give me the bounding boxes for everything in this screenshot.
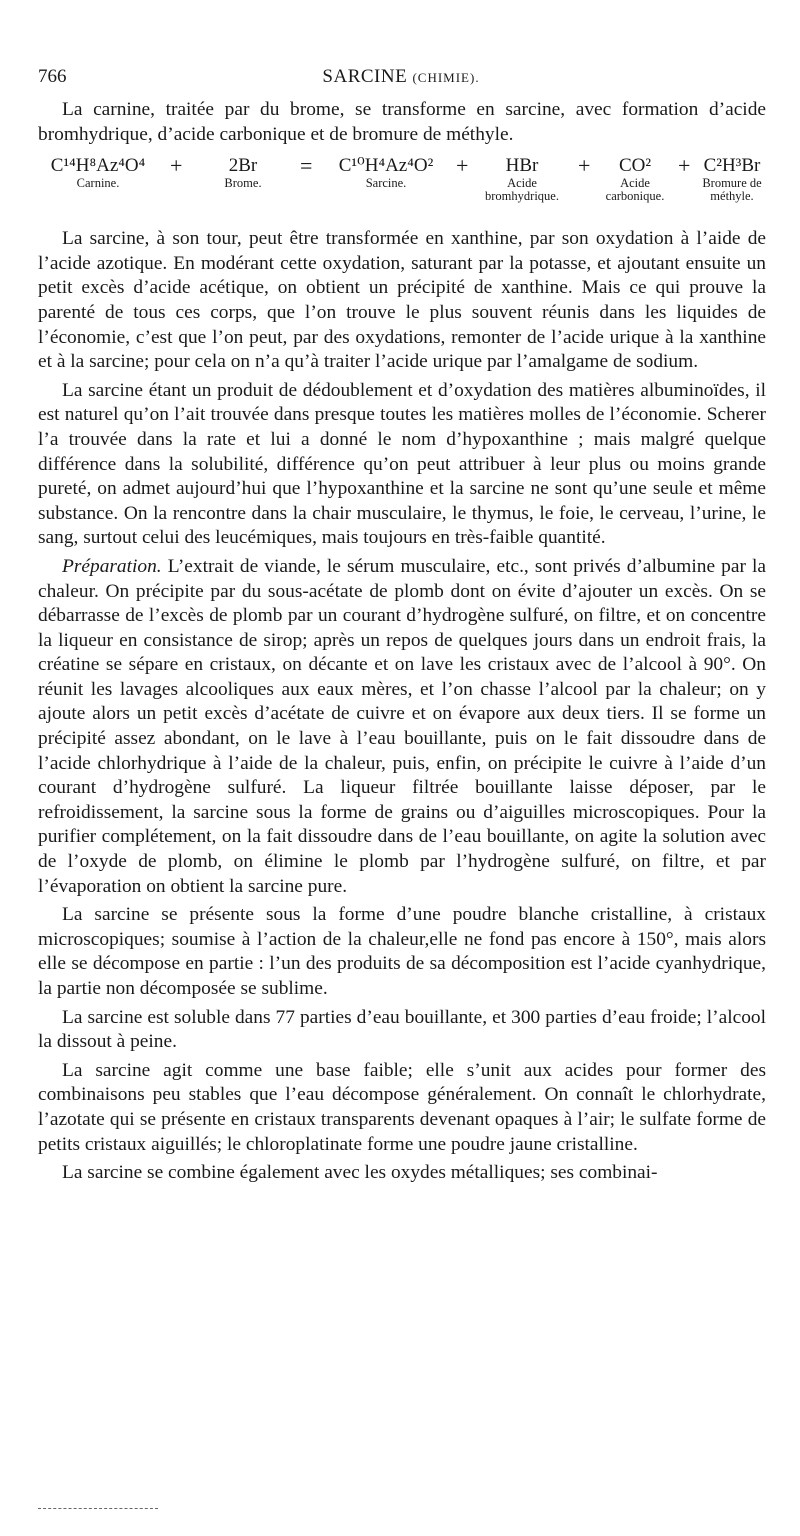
- plus-sign: +: [678, 153, 691, 179]
- running-title: [38, 66, 764, 88]
- plus-sign: +: [456, 153, 469, 179]
- paragraph: La sarcine étant un produit de dédoublement et d’oxydation des matières albuminoïdes, il est naturel qu’on l’ait trouvée dans presque toutes les matières molles de l’économie. Scherer l’a trouvée dans la rate et lui a donné le nom d’hypoxanthine ; mais malgré quelque différence dans la solubilité, différence qu’on peut attribuer à leur plus ou moins grande pureté, on admet aujourd’hui que l’hypoxanthine et la sarcine ne sont qu’une seule et même substance. On la rencontre dans la chair musculaire, le thymus, le foie, le cerveau, l’urine, le sang, surtout celui des leucémiques, mais toujours en très-faible quantité.: [38, 379, 766, 549]
- running-title-main: SARCINE: [322, 66, 408, 87]
- section-label: Préparation.: [62, 555, 162, 577]
- equation-term-hbr: [474, 155, 570, 203]
- formula: C²H³Br: [703, 155, 761, 177]
- equation-term-sarcine: [326, 155, 446, 190]
- formula-label: Bromure de méthyle.: [702, 176, 762, 204]
- paragraph: La carnine, traitée par du brome, se transforme en sarcine, avec formation d’acide bromhydrique, d’acide carbonique et de bromure de méthyle.: [38, 99, 766, 145]
- equation-term-brome: [198, 155, 288, 190]
- equals-sign: =: [300, 153, 313, 179]
- paragraph: La sarcine se combine également avec les oxydes métalliques; ses combinai-: [62, 1162, 658, 1184]
- formula: 2Br: [228, 155, 258, 177]
- formula-label: Carnine.: [76, 176, 120, 191]
- paragraph: La sarcine, à son tour, peut être transformée en xanthine, par son oxydation à l’aide de l’acide azotique. En modérant cette oxydation, saturant par la potasse, et ajoutant ensuite un petit excès d’acide acétique, on obtient un précipité de xanthine. Mais ce qui prouve la parenté de tous ces corps, que l’on trouve le plus souvent réunis dans les liquides de l’économie, c’est que l’on peut, par des oxydations, remonter de l’acide urique à la xanthine et à la sarcine; pour cela on n’a qu’à traiter l’acide urique par l’amalgame de sodium.: [38, 228, 766, 373]
- page-number: 766: [38, 66, 67, 87]
- paragraph: La sarcine est soluble dans 77 parties d’eau bouillante, et 300 parties d’eau froide; l’alcool la dissout à peine.: [38, 1006, 766, 1053]
- running-title-sub: (CHIMIE).: [412, 70, 480, 85]
- formula: C¹⁰H⁴Az⁴O²: [338, 155, 434, 177]
- paragraph: La sarcine agit comme une base faible; elle s’unit aux acides pour former des combinaisons peu stables que l’eau décompose généralement. On connaît le chlorhydrate, l’azotate qui se présente en cristaux transparents devenant opaques à l’air; le sulfate forme de petits cristaux aiguillés; le chloroplatinate forme une poudre jaune cristalline.: [38, 1059, 766, 1155]
- formula-label: Acide bromhydrique.: [485, 176, 559, 204]
- chemical-equation: [38, 155, 766, 219]
- formula-label: Acide carbonique.: [605, 176, 665, 204]
- paragraph-text: L’extrait de viande, le sérum musculaire, etc., sont privés d’albumine par la chaleur. On précipite par du sous-acétate de plomb dont on évite d’ajouter un excès. On se débarrasse de l’excès de plomb par un courant d’hydrogène sulfuré, on filtre, et on concentre la liqueur en consistance de sirop; après un repos de quelques jours dans un endroit frais, la créatine se sépare en cristaux, on décante et on lave les cristaux avec de l’alcool à 90°. On réunit les lavages alcooliques aux eaux mères, et l’on chasse l’alcool par la chaleur; on y ajoute alors un petit excès d’acétate de cuivre et on évapore aux deux tiers. Il se forme un précipité assez abondant, on le lave à l’eau bouillante, puis on le fait dissoudre dans de l’acide chlorhydrique à l’aide de la chaleur, puis, enfin, on précipite le cuivre à l’aide d’un courant d’hydrogène sulfuré. La liqueur filtrée bouillante laisse déposer, par le refroidissement, la sarcine sous la forme de grains ou d’aiguilles microscopiques. Pour la purifier complétement, on la fait dissoudre dans de l’eau bouillante, on agite la solution avec de l’oxyde de plomb, on élimine le plomb par l’hydrogène sulfuré, on filtre, et par l’évaporation on obtient la sarcine pure.: [38, 555, 766, 897]
- formula: HBr: [505, 155, 539, 177]
- paragraph: [38, 555, 766, 899]
- formula-label: Brome.: [224, 176, 262, 191]
- running-head: [38, 66, 764, 92]
- equation-term-co2: [598, 155, 672, 203]
- page-body: [38, 98, 766, 1190]
- plus-sign: +: [170, 153, 183, 179]
- formula: C¹⁴H⁸Az⁴O⁴: [50, 155, 146, 177]
- plus-sign: +: [578, 153, 591, 179]
- footer-rule: [38, 1508, 158, 1510]
- equation-term-carnine: [38, 155, 158, 190]
- equation-term-bromure: [698, 155, 766, 203]
- paragraph: La sarcine se présente sous la forme d’une poudre blanche cristalline, à cristaux microscopiques; soumise à l’action de la chaleur,elle ne fond pas encore à 150°, mais alors elle se décompose en partie : l’un des produits de sa décomposition est l’acide cyanhydrique, la partie non décomposée se sublime.: [38, 904, 766, 999]
- formula: CO²: [618, 155, 652, 177]
- formula-label: Sarcine.: [365, 176, 407, 191]
